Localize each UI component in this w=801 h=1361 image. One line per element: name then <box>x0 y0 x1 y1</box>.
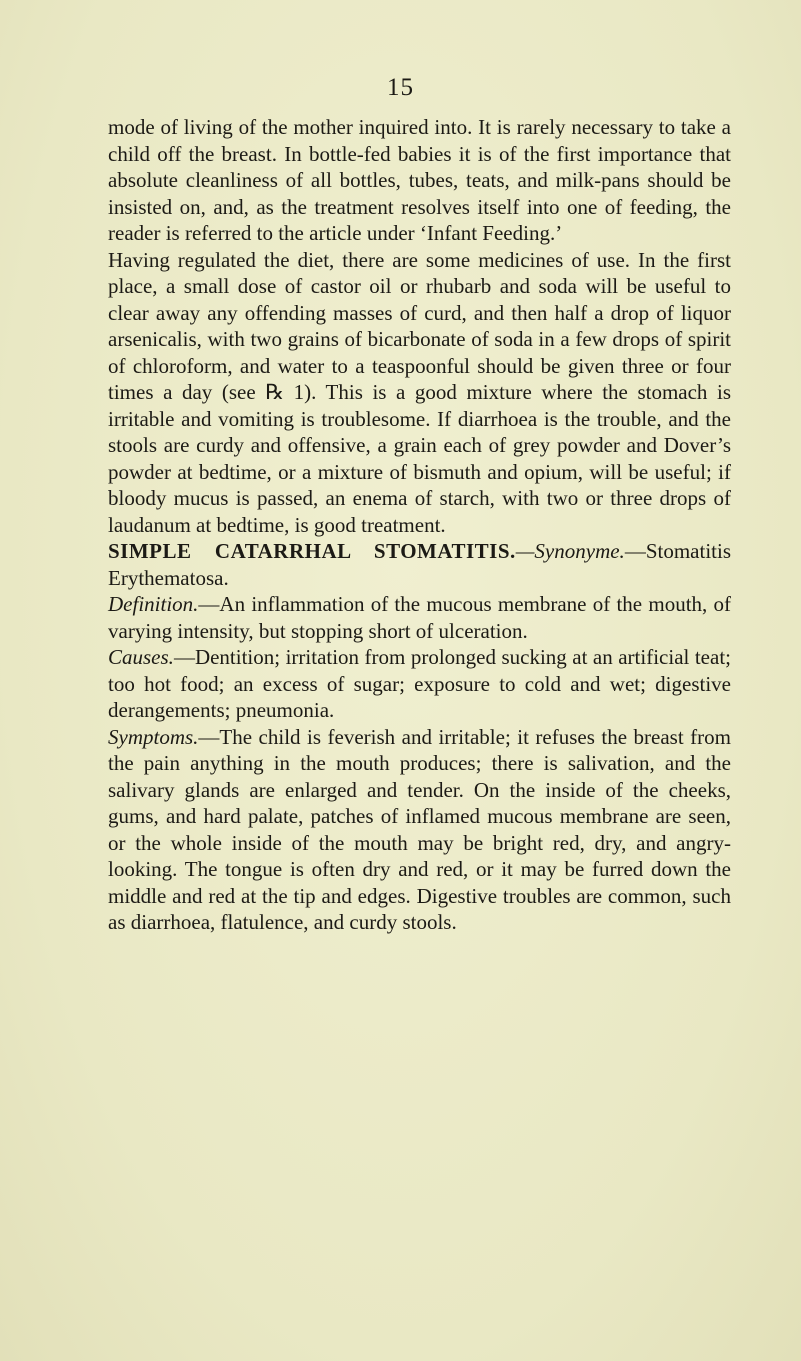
paragraph-causes <box>108 644 731 724</box>
synonyme-label: —Synonyme. <box>515 539 625 563</box>
paragraph-stomatitis-heading <box>108 538 731 591</box>
body-text <box>108 114 731 936</box>
symptoms-label: Symptoms. <box>108 724 199 749</box>
paragraph-definition <box>108 591 731 644</box>
symptoms-text: —The child is feverish and irritable; it refuses the breast from the pain anything in the mouth produces; there is salivation, and the salivary glands are enlarged and tender. On the inside of the cheeks, gums, and hard palate, patches of inflamed mucous membrane are seen, or the whole inside of the mouth may be bright red, dry, and angry-looking. The tongue is often dry and red, or it may be furred down the middle and red at the tip and edges. Digestive troubles are common, such as diarrhoea, flatulence, and curdy stools. <box>108 724 731 934</box>
causes-label: Causes. <box>108 645 174 669</box>
paragraph-symptoms <box>108 724 731 936</box>
page-number: 15 <box>387 74 414 101</box>
paragraph-medicines: Having regulated the diet, there are some medicines of use. In the first place, a small dose of castor oil or rhubarb and soda will be useful to clear away any offending masses of curd, and then half a drop of liquor arsenicalis, with two grains of bicarbonate of soda in a few drops of spirit of chloroform, and water to a teaspoonful should be given three or four times a day (see ℞ 1). This is a good mixture where the stomach is irritable and vomiting is troublesome. If diarrhoea is the trouble, and the stools are curdy and offensive, a grain each of grey powder and Dover’s powder at bedtime, or a mixture of bismuth and opium, will be useful; if bloody mucus is passed, an enema of starch, with two or three drops of laudanum at bedtime, is good treatment. <box>108 247 731 537</box>
paragraph-feeding: mode of living of the mother inquired into. It is rarely necessary to take a child off the breast. In bottle-fed babies it is of the first importance that absolute cleanliness of all bottles, tubes, teats, and milk-pans should be insisted on, and, as the treatment resolves itself into one of feeding, the reader is referred to the article under ‘Infant Feeding.’ <box>108 115 731 245</box>
definition-label: Definition. <box>108 592 199 616</box>
causes-text: —Dentition; irritation from prolonged sucking at an artificial teat; too hot food; an excess of sugar; exposure to cold and wet; digestive derangements; pneumonia. <box>108 645 731 722</box>
synonyme-text: —Stomatitis Erythematosa. <box>108 539 731 590</box>
definition-text: —An inflammation of the mucous membrane of the mouth, of varying intensity, but stopping short of ulceration. <box>108 592 731 643</box>
section-heading: SIMPLE CATARRHAL STOMATITIS. <box>108 539 516 563</box>
